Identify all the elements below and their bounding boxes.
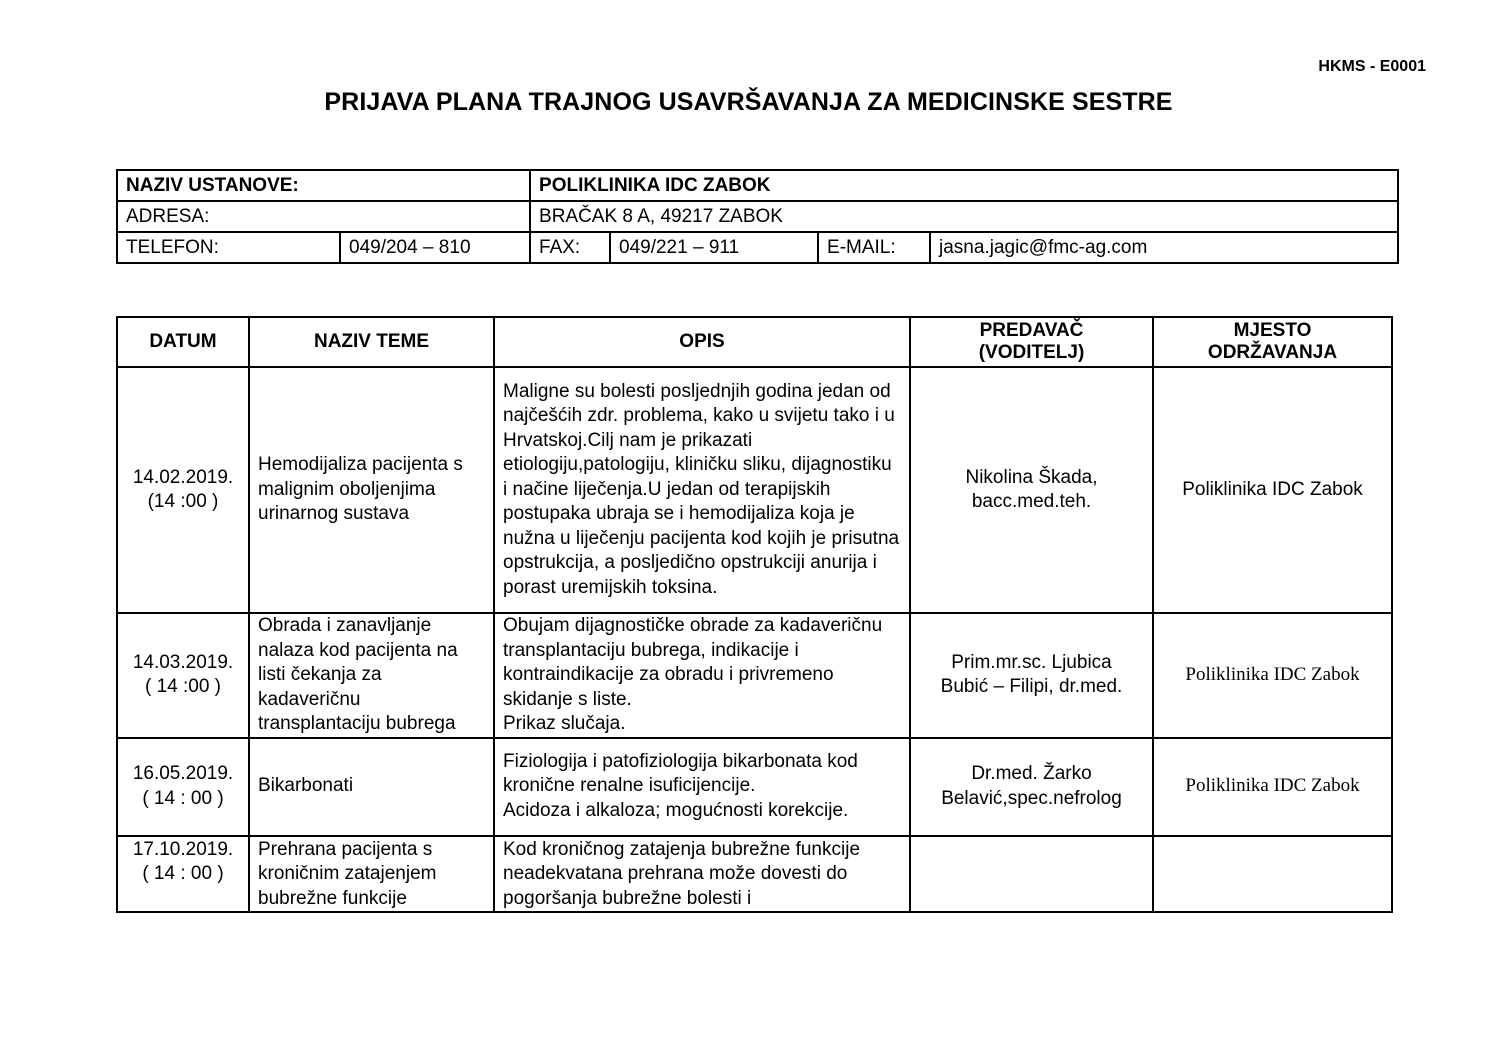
- schedule-table: [116, 316, 1393, 913]
- table-row: [117, 836, 1392, 913]
- address-label: ADRESA:: [117, 201, 530, 232]
- row-date: 17.10.2019. ( 14 : 00 ): [117, 836, 249, 913]
- column-header-location: MJESTO ODRŽAVANJA: [1153, 317, 1392, 367]
- email-value: jasna.jagic@fmc-ag.com: [930, 232, 1398, 263]
- phone-label: TELEFON:: [117, 232, 340, 263]
- column-header-lecturer: PREDAVAČ (VODITELJ): [910, 317, 1153, 367]
- row-date: 14.03.2019. ( 14 :00 ): [117, 613, 249, 738]
- row-topic: Prehrana pacijenta s kroničnim zatajenjem bubrežne funkcije: [249, 836, 494, 913]
- row-lecturer: [910, 836, 1153, 913]
- table-row: [117, 613, 1392, 738]
- institution-name-label: NAZIV USTANOVE:: [117, 170, 530, 201]
- column-header-description: OPIS: [494, 317, 910, 367]
- row-description: Maligne su bolesti posljednjih godina jedan od najčešćih zdr. problema, kako u svijetu tako i u Hrvatskoj.Cilj nam je prikazati etiologiju,patologiju, kliničku sliku, dijagnostiku i načine liječenja.U jedan od terapijskih postupaka ubraja se i hemodijaliza koja je nužna u liječenju pacijenta kod kojih je prisutna opstrukcija, a posljedično opstrukciji anurija i porast uremijskih toksina.: [494, 367, 910, 613]
- page-title: PRIJAVA PLANA TRAJNOG USAVRŠAVANJA ZA MEDICINSKE SESTRE: [324, 88, 1173, 116]
- column-header-topic: NAZIV TEME: [249, 317, 494, 367]
- table-row: [117, 367, 1392, 613]
- row-description: Kod kroničnog zatajenja bubrežne funkcije neadekvatana prehrana može dovesti do pogoršanja bubrežne bolesti i: [494, 836, 910, 913]
- row-location: Poliklinika IDC Zabok: [1153, 367, 1392, 613]
- institution-name-row: [117, 170, 1398, 201]
- row-location: [1153, 836, 1392, 913]
- row-topic: Obrada i zanavljanje nalaza kod pacijenta na listi čekanja za kadaveričnu transplantaciju bubrega: [249, 613, 494, 738]
- row-description: Obujam dijagnostičke obrade za kadaveričnu transplantaciju bubrega, indikacije i kontraindikacije za obradu i privremeno skidanje s liste. Prikaz slučaja.: [494, 613, 910, 738]
- institution-info-table: [116, 169, 1399, 264]
- row-date: 14.02.2019. (14 :00 ): [117, 367, 249, 613]
- document-code: HKMS - E0001: [1318, 58, 1426, 75]
- row-location: Poliklinika IDC Zabok: [1153, 738, 1392, 836]
- fax-value: 049/221 – 911: [610, 232, 818, 263]
- schedule-header-row: [117, 317, 1392, 367]
- row-topic: Bikarbonati: [249, 738, 494, 836]
- phone-value: 049/204 – 810: [340, 232, 530, 263]
- fax-label: FAX:: [530, 232, 610, 263]
- row-topic: Hemodijaliza pacijenta s malignim oboljenjima urinarnog sustava: [249, 367, 494, 613]
- row-description: Fiziologija i patofiziologija bikarbonata kod kronične renalne isuficijencije. Acidoza i alkaloza; mogućnosti korekcije.: [494, 738, 910, 836]
- table-row: [117, 738, 1392, 836]
- institution-contact-row: [117, 232, 1398, 263]
- row-date: 16.05.2019. ( 14 : 00 ): [117, 738, 249, 836]
- row-lecturer: Dr.med. Žarko Belavić,spec.nefrolog: [910, 738, 1153, 836]
- column-header-date: DATUM: [117, 317, 249, 367]
- email-label: E-MAIL:: [818, 232, 930, 263]
- address-value: BRAČAK 8 A, 49217 ZABOK: [530, 201, 1398, 232]
- row-location: Poliklinika IDC Zabok: [1153, 613, 1392, 738]
- institution-address-row: [117, 201, 1398, 232]
- row-lecturer: Prim.mr.sc. Ljubica Bubić – Filipi, dr.med.: [910, 613, 1153, 738]
- row-lecturer: Nikolina Škada, bacc.med.teh.: [910, 367, 1153, 613]
- institution-name-value: POLIKLINIKA IDC ZABOK: [530, 170, 1398, 201]
